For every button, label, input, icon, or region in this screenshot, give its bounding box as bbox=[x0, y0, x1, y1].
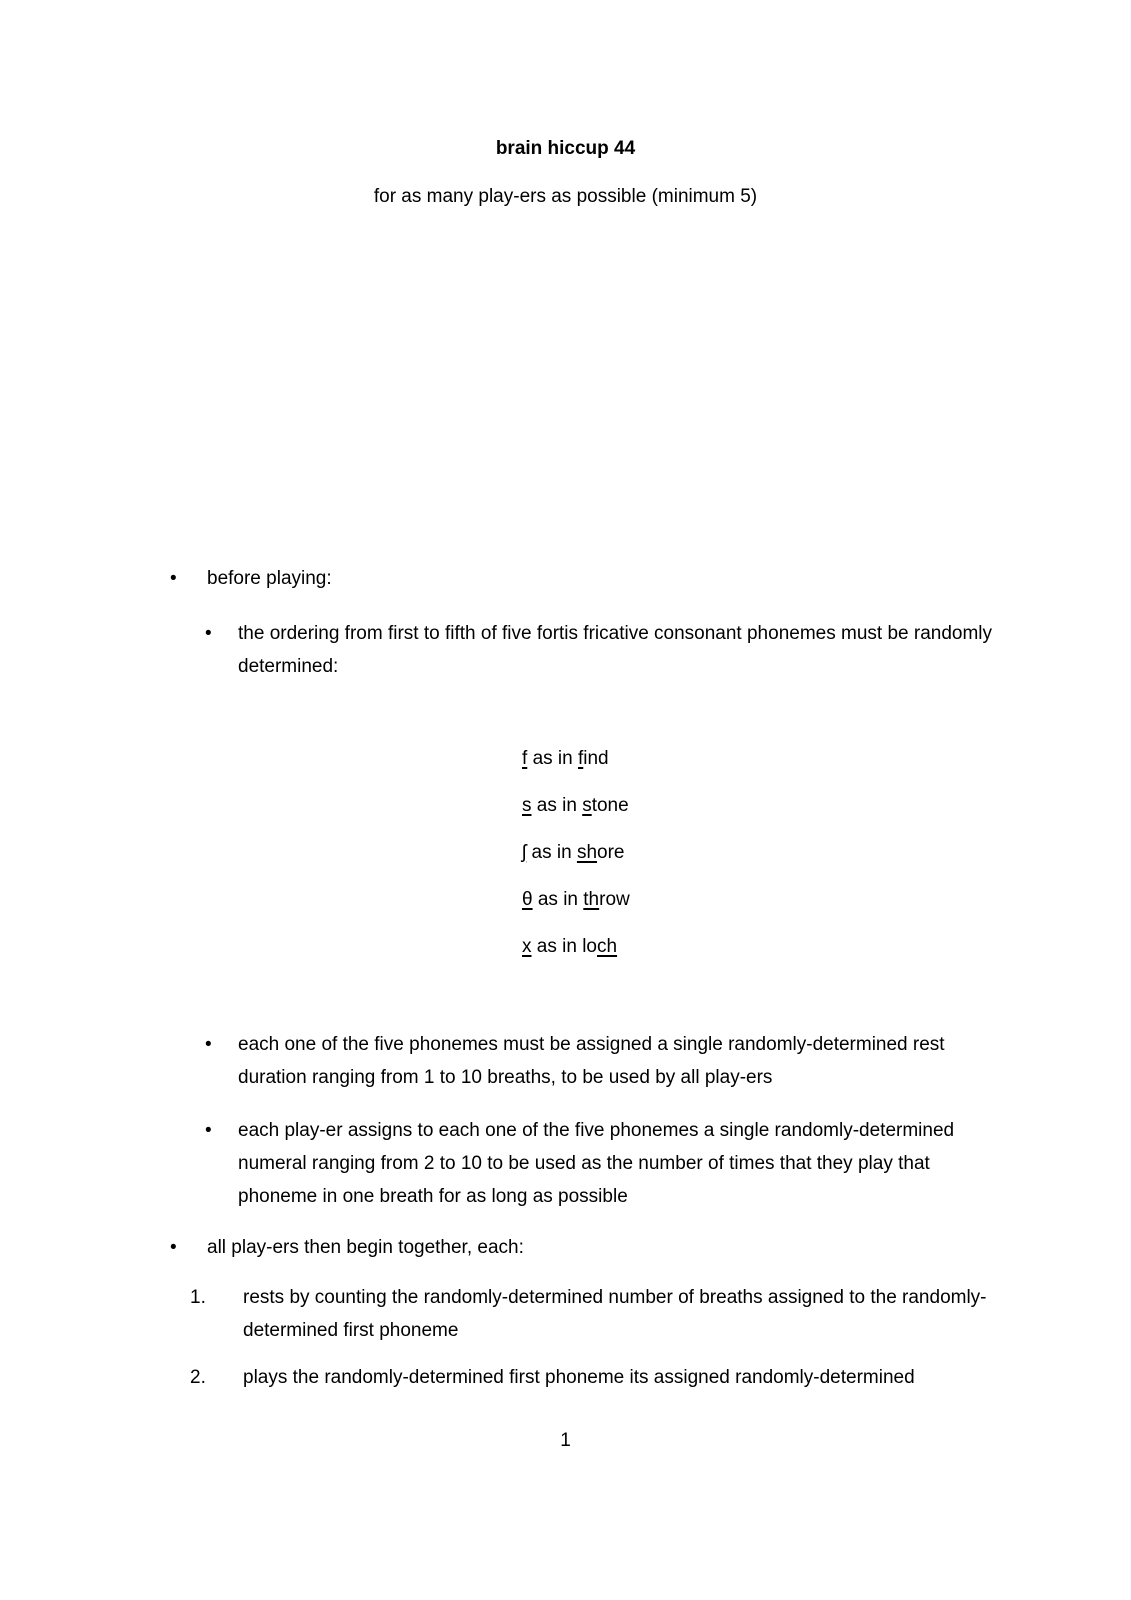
phoneme-word bbox=[582, 936, 617, 957]
phoneme-connector: as in bbox=[537, 889, 578, 910]
phoneme-word bbox=[577, 842, 625, 863]
page-title: brain hiccup 44 bbox=[495, 138, 636, 159]
phoneme-connector: as in bbox=[536, 795, 577, 816]
numbered-step-2 bbox=[0, 1361, 1131, 1394]
phoneme-connector: as in bbox=[536, 936, 577, 957]
bullet-icon: • bbox=[205, 1120, 212, 1141]
word-underlined: s bbox=[582, 795, 592, 816]
word-underlined: sh bbox=[576, 842, 598, 863]
phoneme-word bbox=[582, 795, 628, 816]
bullet-icon: • bbox=[205, 1034, 212, 1055]
phoneme-line-x bbox=[522, 930, 1131, 963]
word-pre: lo bbox=[582, 936, 597, 957]
phoneme-symbol: s bbox=[522, 795, 532, 816]
step-number: 2. bbox=[190, 1367, 206, 1388]
list-item-numeral-rule bbox=[0, 1114, 1131, 1213]
list-item-begin-together bbox=[0, 1231, 1131, 1264]
numbered-step-1 bbox=[0, 1281, 1131, 1347]
list-item-text: the ordering from first to fifth of five fortis fricative consonant phonemes must be randomly determined: bbox=[238, 623, 993, 677]
phoneme-symbol: θ bbox=[522, 889, 533, 910]
list-item-rest-rule bbox=[0, 1028, 1131, 1094]
bullet-icon: • bbox=[205, 623, 212, 644]
phoneme-list bbox=[0, 742, 1131, 963]
list-item-text: before playing: bbox=[207, 568, 332, 589]
word-post: ind bbox=[583, 748, 609, 769]
list-item-text: each play-er assigns to each one of the five phonemes a single randomly-determined numeral ranging from 2 to 10 to be used as the number of times that they play that phoneme in one breath for as long as possible bbox=[238, 1120, 955, 1207]
word-underlined: ch bbox=[597, 936, 618, 957]
phoneme-symbol: ʃ bbox=[522, 842, 527, 863]
phoneme-line-f bbox=[522, 742, 1131, 775]
phoneme-symbol: x bbox=[522, 936, 532, 957]
phoneme-line-theta bbox=[522, 883, 1131, 916]
list-item-text: all play-ers then begin together, each: bbox=[207, 1237, 524, 1258]
word-post: ore bbox=[597, 842, 625, 863]
word-post: tone bbox=[591, 795, 629, 816]
word-underlined: f bbox=[577, 748, 584, 769]
list-item-before-playing bbox=[0, 562, 1131, 595]
word-post: row bbox=[599, 889, 630, 910]
phoneme-word bbox=[583, 889, 629, 910]
bullet-icon: • bbox=[170, 1237, 177, 1258]
page-subtitle: for as many play-ers as possible (minimum 5) bbox=[373, 186, 758, 207]
phoneme-line-esh bbox=[522, 836, 1131, 869]
phoneme-word bbox=[578, 748, 609, 769]
list-item-ordering-rule bbox=[0, 617, 1131, 683]
step-text: plays the randomly-determined first phoneme its assigned randomly-determined bbox=[243, 1367, 915, 1388]
page-number: 1 bbox=[560, 1430, 571, 1451]
step-text: rests by counting the randomly-determined number of breaths assigned to the randomly-determined first phoneme bbox=[243, 1287, 987, 1341]
phoneme-line-s bbox=[522, 789, 1131, 822]
phoneme-symbol: f bbox=[522, 748, 528, 769]
word-underlined: th bbox=[583, 889, 600, 910]
step-number: 1. bbox=[190, 1287, 206, 1308]
bullet-icon: • bbox=[170, 568, 177, 589]
list-item-text: each one of the five phonemes must be assigned a single randomly-determined rest duration ranging from 1 to 10 breaths, to be used by all play-ers bbox=[238, 1034, 945, 1088]
phoneme-connector: as in bbox=[531, 842, 572, 863]
phoneme-connector: as in bbox=[532, 748, 573, 769]
